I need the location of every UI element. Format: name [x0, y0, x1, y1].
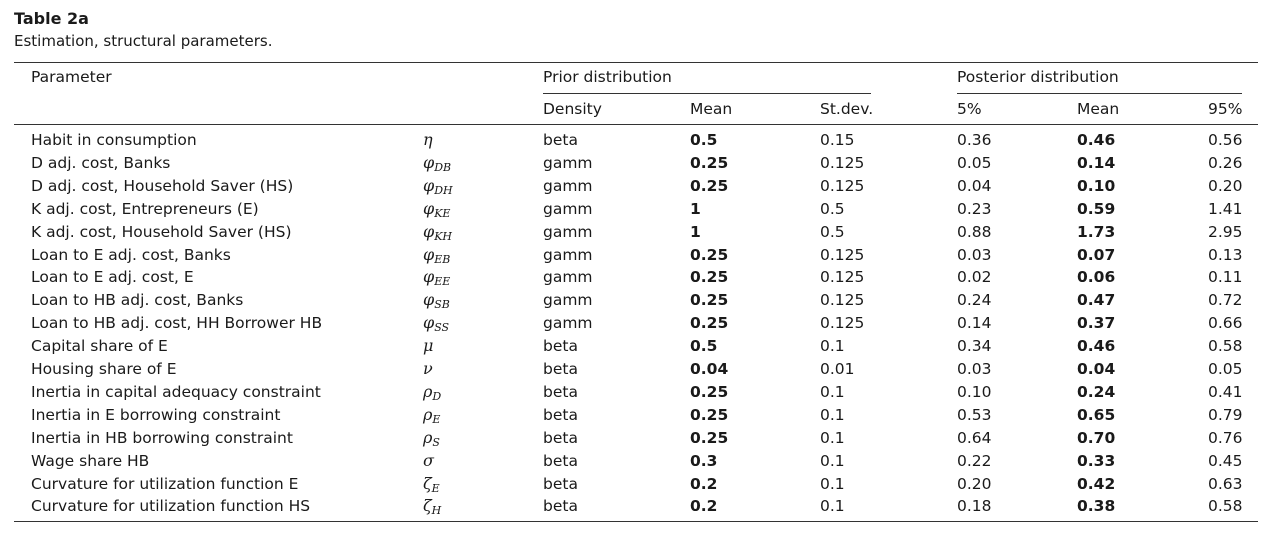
stdev-cell: 0.5 — [820, 199, 845, 218]
posterior-mean-cell: 0.47 — [1077, 291, 1116, 310]
parameter-name: K adj. cost, Household Saver (HS) — [31, 222, 292, 241]
symbol-cell — [423, 222, 452, 247]
p5-cell: 0.34 — [957, 337, 992, 356]
parameter-name: Wage share HB — [31, 451, 150, 470]
symbol-cell — [423, 153, 451, 178]
parameter-name: Capital share of E — [31, 337, 168, 356]
prior-mean-cell: 0.5 — [690, 337, 718, 356]
parameter-name: Loan to HB adj. cost, Banks — [31, 291, 244, 310]
symbol-cell — [423, 428, 440, 453]
symbol-cell — [423, 267, 450, 292]
symbol-subscript: KE — [434, 206, 451, 220]
p95-cell: 0.72 — [1208, 291, 1243, 310]
p5-cell: 0.24 — [957, 291, 992, 310]
stdev-cell: 0.125 — [820, 245, 865, 264]
p95-cell: 0.76 — [1208, 428, 1243, 447]
parameter-name: Curvature for utilization function E — [31, 474, 299, 493]
parameter-name: D adj. cost, Banks — [31, 153, 171, 172]
symbol-cell — [423, 359, 433, 379]
posterior-mean-cell: 0.07 — [1077, 245, 1116, 264]
symbol-cell — [423, 290, 450, 315]
prior-mean-cell: 0.25 — [690, 176, 729, 195]
posterior-mean-cell: 0.42 — [1077, 474, 1116, 493]
prior-mean-cell: 0.25 — [690, 291, 729, 310]
symbol-subscript: H — [431, 504, 442, 518]
symbol-letter: φ — [423, 244, 435, 264]
parameter-name: Housing share of E — [31, 360, 177, 378]
prior-mean-cell: 0.25 — [690, 153, 729, 172]
p5-cell: 0.23 — [957, 199, 992, 218]
stdev-cell: 0.5 — [820, 222, 845, 241]
table-title: Table 2a — [14, 9, 89, 28]
density-cell: gamm — [543, 245, 593, 264]
density-cell: beta — [543, 405, 578, 424]
symbol-letter: φ — [423, 175, 435, 195]
symbol-cell — [423, 245, 450, 270]
p5-cell: 0.14 — [957, 314, 992, 333]
density-cell: gamm — [543, 291, 593, 310]
stdev-cell: 0.1 — [820, 405, 845, 424]
p95-cell: 0.58 — [1208, 337, 1243, 356]
header-prior-mean: Mean — [690, 100, 733, 118]
p5-cell: 0.10 — [957, 382, 992, 401]
density-cell: beta — [543, 497, 578, 516]
symbol-cell — [423, 451, 434, 471]
density-cell: beta — [543, 337, 578, 356]
p5-cell: 0.64 — [957, 428, 992, 447]
posterior-mean-cell: 0.24 — [1077, 382, 1116, 401]
stdev-cell: 0.125 — [820, 291, 865, 310]
p5-cell: 0.53 — [957, 405, 992, 424]
posterior-mean-cell: 0.37 — [1077, 314, 1116, 333]
prior-mean-cell: 0.25 — [690, 428, 729, 447]
density-cell: beta — [543, 451, 578, 470]
header-posterior-distribution: Posterior distribution — [957, 68, 1119, 86]
p5-cell: 0.05 — [957, 153, 992, 172]
density-cell: gamm — [543, 268, 593, 287]
p5-cell: 0.22 — [957, 451, 992, 470]
posterior-mean-cell: 0.33 — [1077, 451, 1116, 470]
symbol-subscript: DB — [434, 160, 452, 174]
posterior-group-rule — [957, 93, 1242, 94]
density-cell: beta — [543, 131, 578, 149]
symbol-subscript: EE — [434, 275, 451, 289]
density-cell: gamm — [543, 199, 593, 218]
symbol-subscript: SS — [434, 321, 450, 335]
prior-mean-cell: 0.2 — [690, 497, 718, 516]
p95-cell: 0.13 — [1208, 245, 1243, 264]
symbol-letter: σ — [423, 450, 434, 470]
posterior-mean-cell: 0.04 — [1077, 360, 1116, 378]
symbol-subscript: SB — [434, 298, 450, 312]
prior-mean-cell: 0.25 — [690, 314, 729, 333]
stdev-cell: 0.1 — [820, 497, 845, 516]
symbol-cell — [423, 382, 441, 407]
parameter-name: Loan to HB adj. cost, HH Borrower HB — [31, 314, 323, 333]
p95-cell: 0.45 — [1208, 451, 1243, 470]
symbol-letter: ν — [423, 359, 433, 378]
symbol-letter: ζ — [423, 496, 432, 516]
p5-cell: 0.88 — [957, 222, 992, 241]
prior-mean-cell: 0.3 — [690, 451, 718, 470]
header-stdev: St.dev. — [820, 100, 874, 118]
header-p5: 5% — [957, 100, 982, 118]
header-density: Density — [543, 100, 602, 118]
parameter-name: Curvature for utilization function HS — [31, 497, 311, 516]
symbol-letter: φ — [423, 152, 435, 172]
symbol-letter: η — [423, 130, 433, 149]
prior-group-rule — [543, 93, 871, 94]
prior-mean-cell: 1 — [690, 222, 701, 241]
stdev-cell: 0.125 — [820, 176, 865, 195]
p5-cell: 0.04 — [957, 176, 992, 195]
symbol-letter: ζ — [423, 473, 432, 493]
density-cell: gamm — [543, 153, 593, 172]
posterior-mean-cell: 0.59 — [1077, 199, 1116, 218]
p5-cell: 0.18 — [957, 497, 992, 516]
symbol-cell — [423, 313, 449, 338]
posterior-mean-cell: 0.46 — [1077, 337, 1116, 356]
symbol-subscript: KH — [434, 229, 453, 243]
symbol-subscript: DH — [434, 183, 453, 197]
symbol-cell — [423, 199, 450, 224]
p95-cell: 1.41 — [1208, 199, 1243, 218]
stdev-cell: 0.1 — [820, 382, 845, 401]
density-cell: gamm — [543, 314, 593, 333]
symbol-subscript: E — [431, 481, 440, 495]
prior-mean-cell: 0.25 — [690, 268, 729, 287]
symbol-subscript: S — [432, 435, 440, 449]
parameter-name: K adj. cost, Entrepreneurs (E) — [31, 199, 259, 218]
symbol-letter: ρ — [423, 404, 433, 424]
symbol-cell — [423, 474, 440, 499]
header-posterior-mean: Mean — [1077, 100, 1120, 118]
parameter-name: Inertia in capital adequacy constraint — [31, 382, 321, 401]
header-prior-distribution: Prior distribution — [543, 68, 672, 86]
p95-cell: 0.79 — [1208, 405, 1243, 424]
symbol-subscript: D — [432, 389, 442, 403]
bottom-rule — [14, 521, 1258, 522]
p95-cell: 0.26 — [1208, 153, 1243, 172]
parameter-name: Inertia in HB borrowing constraint — [31, 428, 293, 447]
symbol-subscript: E — [432, 412, 441, 426]
table-subtitle: Estimation, structural parameters. — [14, 32, 273, 50]
stdev-cell: 0.125 — [820, 153, 865, 172]
p5-cell: 0.20 — [957, 474, 992, 493]
p5-cell: 0.36 — [957, 131, 992, 149]
prior-mean-cell: 0.04 — [690, 360, 729, 378]
symbol-letter: φ — [423, 313, 435, 333]
symbol-subscript: EB — [434, 252, 451, 266]
stdev-cell: 0.125 — [820, 268, 865, 287]
density-cell: beta — [543, 474, 578, 493]
symbol-cell — [423, 130, 433, 150]
p95-cell: 0.66 — [1208, 314, 1243, 333]
prior-mean-cell: 0.25 — [690, 245, 729, 264]
p5-cell: 0.02 — [957, 268, 992, 287]
stdev-cell: 0.1 — [820, 428, 845, 447]
p5-cell: 0.03 — [957, 245, 992, 264]
header-parameter: Parameter — [31, 68, 112, 86]
prior-mean-cell: 0.25 — [690, 382, 729, 401]
stdev-cell: 0.15 — [820, 131, 855, 149]
symbol-letter: ρ — [423, 381, 433, 401]
p95-cell: 0.41 — [1208, 382, 1243, 401]
parameter-name: Loan to E adj. cost, E — [31, 268, 194, 287]
table-caption — [14, 8, 273, 52]
top-rule — [14, 62, 1258, 63]
stdev-cell: 0.1 — [820, 474, 845, 493]
symbol-cell — [423, 405, 440, 430]
density-cell: gamm — [543, 222, 593, 241]
density-cell: beta — [543, 360, 578, 378]
posterior-mean-cell: 0.65 — [1077, 405, 1116, 424]
symbol-letter: ρ — [423, 427, 433, 447]
p95-cell: 0.20 — [1208, 176, 1243, 195]
symbol-letter: μ — [423, 336, 434, 356]
parameter-name: Inertia in E borrowing constraint — [31, 405, 281, 424]
p95-cell: 0.11 — [1208, 268, 1243, 287]
stdev-cell: 0.1 — [820, 451, 845, 470]
symbol-letter: φ — [423, 221, 435, 241]
prior-mean-cell: 0.5 — [690, 131, 718, 149]
prior-mean-cell: 1 — [690, 199, 701, 218]
p95-cell: 0.56 — [1208, 131, 1243, 149]
symbol-cell — [423, 176, 453, 201]
density-cell: gamm — [543, 176, 593, 195]
density-cell: beta — [543, 428, 578, 447]
parameter-name: Loan to E adj. cost, Banks — [31, 245, 231, 264]
p95-cell: 2.95 — [1208, 222, 1243, 241]
prior-mean-cell: 0.25 — [690, 405, 729, 424]
posterior-mean-cell: 0.06 — [1077, 268, 1116, 287]
parameter-name: Habit in consumption — [31, 131, 197, 149]
prior-mean-cell: 0.2 — [690, 474, 718, 493]
posterior-mean-cell: 0.10 — [1077, 176, 1116, 195]
posterior-mean-cell: 0.46 — [1077, 131, 1116, 149]
stdev-cell: 0.1 — [820, 337, 845, 356]
p5-cell: 0.03 — [957, 360, 992, 378]
density-cell: beta — [543, 382, 578, 401]
symbol-letter: φ — [423, 198, 435, 218]
stdev-cell: 0.01 — [820, 360, 855, 378]
parameter-name: D adj. cost, Household Saver (HS) — [31, 176, 294, 195]
posterior-mean-cell: 1.73 — [1077, 222, 1116, 241]
posterior-mean-cell: 0.38 — [1077, 497, 1116, 516]
symbol-cell — [423, 336, 433, 356]
symbol-cell — [423, 496, 441, 521]
p95-cell: 0.63 — [1208, 474, 1243, 493]
p95-cell: 0.05 — [1208, 360, 1243, 378]
p95-cell: 0.58 — [1208, 497, 1243, 516]
symbol-letter: φ — [423, 290, 435, 310]
header-bottom-rule — [14, 124, 1258, 125]
header-p95: 95% — [1208, 100, 1243, 118]
posterior-mean-cell: 0.14 — [1077, 153, 1116, 172]
stdev-cell: 0.125 — [820, 314, 865, 333]
posterior-mean-cell: 0.70 — [1077, 428, 1116, 447]
symbol-letter: φ — [423, 267, 435, 287]
